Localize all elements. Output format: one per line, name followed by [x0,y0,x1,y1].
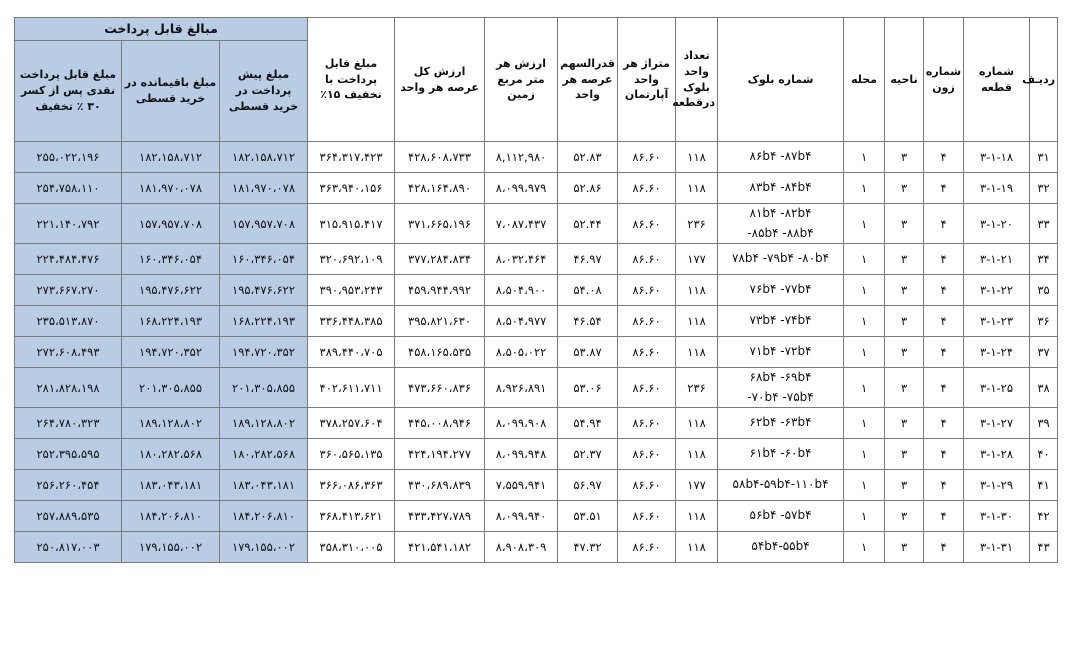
cell-parcel-no: ۳-۱-۲۴ [964,337,1030,368]
header-payable-group: مبالغ قابل پرداخت [15,18,308,41]
cell-land-share: ۵۴.۹۴ [558,408,618,439]
cell-land-value-m2: ۸،۵۰۴،۹۰۰ [485,275,558,306]
cell-payable-15: ۳۶۶،۰۸۶،۳۶۳ [308,470,395,501]
table-row [15,470,1058,501]
table-body [15,142,1058,563]
cell-payable-15: ۳۵۸،۳۱۰،۰۰۵ [308,532,395,563]
cell-units: ۱۱۸ [676,306,718,337]
header-row-no: ردیـف [1030,18,1058,142]
cell-remaining: ۱۸۳،۰۴۳،۱۸۱ [122,470,220,501]
cell-land-share: ۴۷.۳۲ [558,532,618,563]
cell-parcel-no: ۳-۱-۲۵ [964,368,1030,408]
cell-payable-15: ۳۷۸،۲۵۷،۶۰۴ [308,408,395,439]
cell-parcel-no: ۳-۱-۲۷ [964,408,1030,439]
cell-row-no: ۳۳ [1030,204,1058,244]
cell-payable-15: ۳۶۳،۹۴۰،۱۵۶ [308,173,395,204]
cell-zone-no: ۴ [924,337,964,368]
header-payable-15: مبلغ قابل پرداخت با تخفیف ۱۵٪ [308,18,395,142]
cell-neighborhood: ۱ [844,501,885,532]
cell-units: ۱۷۷ [676,244,718,275]
cell-payable-15: ۳۱۵،۹۱۵،۴۱۷ [308,204,395,244]
cell-total-land-value: ۴۲۸،۱۶۴،۸۹۰ [395,173,485,204]
cell-land-share: ۴۶.۹۷ [558,244,618,275]
cell-zone-no: ۴ [924,532,964,563]
cell-prepayment: ۱۶۸،۲۲۴،۱۹۳ [220,306,308,337]
cell-apartment-area: ۸۶.۶۰ [618,173,676,204]
cell-land-value-m2: ۸،۰۳۲،۴۶۴ [485,244,558,275]
cell-zone-no: ۴ [924,244,964,275]
header-neighborhood: محله [844,18,885,142]
cell-land-value-m2: ۷،۵۵۹،۹۴۱ [485,470,558,501]
cell-neighborhood: ۱ [844,337,885,368]
cell-cash-30: ۲۵۴،۷۵۸،۱۱۰ [15,173,122,204]
cell-parcel-no: ۳-۱-۱۹ [964,173,1030,204]
cell-neighborhood: ۱ [844,408,885,439]
cell-units: ۲۳۶ [676,204,718,244]
cell-row-no: ۳۸ [1030,368,1058,408]
cell-land-value-m2: ۸,۱۱۲,۹۸۰ [485,142,558,173]
cell-remaining: ۱۸۱،۹۷۰،۰۷۸ [122,173,220,204]
cell-prepayment: ۱۸۲،۱۵۸،۷۱۲ [220,142,308,173]
cell-zone-no: ۴ [924,306,964,337]
table-row [15,501,1058,532]
cell-block-no: ۵۸b۴-۵۹b۴-۱۱۰b۴ [718,470,844,501]
cell-row-no: ۳۷ [1030,337,1058,368]
cell-row-no: ۳۹ [1030,408,1058,439]
cell-units: ۱۱۸ [676,142,718,173]
cell-total-land-value: ۴۳۳،۴۲۷،۷۸۹ [395,501,485,532]
cell-district: ۳ [885,337,924,368]
table-row [15,439,1058,470]
cell-row-no: ۴۱ [1030,470,1058,501]
cell-land-value-m2: ۸،۰۹۹،۹۰۸ [485,408,558,439]
cell-cash-30: ۲۷۲،۶۰۸،۴۹۳ [15,337,122,368]
cell-row-no: ۴۳ [1030,532,1058,563]
cell-land-value-m2: ۸،۹۲۶،۸۹۱ [485,368,558,408]
cell-parcel-no: ۳-۱-۳۰ [964,501,1030,532]
table-row [15,306,1058,337]
cell-zone-no: ۴ [924,470,964,501]
cell-parcel-no: ۳-۱-۲۱ [964,244,1030,275]
cell-apartment-area: ۸۶.۶۰ [618,204,676,244]
cell-row-no: ۴۲ [1030,501,1058,532]
cell-neighborhood: ۱ [844,532,885,563]
cell-land-value-m2: ۷،۰۸۷،۴۳۷ [485,204,558,244]
cell-district: ۳ [885,501,924,532]
cell-parcel-no: ۳-۱-۲۰ [964,204,1030,244]
cell-zone-no: ۴ [924,368,964,408]
cell-remaining: ۱۶۰،۳۴۶،۰۵۴ [122,244,220,275]
cell-payable-15: ۳۸۹،۴۴۰،۷۰۵ [308,337,395,368]
cell-block-no: ۷۳b۴ -۷۴b۴ [718,306,844,337]
table-row [15,408,1058,439]
cell-apartment-area: ۸۶.۶۰ [618,337,676,368]
cell-remaining: ۱۸۹،۱۲۸،۸۰۲ [122,408,220,439]
cell-units: ۱۱۸ [676,532,718,563]
cell-payable-15: ۳۶۴،۳۱۷،۴۲۳ [308,142,395,173]
cell-block-no: ۶۸b۴ -۶۹b۴ -۷۰b۴ -۷۵b۴ [718,368,844,408]
cell-block-no: ۸۶b۴ -۸۷b۴ [718,142,844,173]
cell-zone-no: ۴ [924,408,964,439]
cell-district: ۳ [885,306,924,337]
header-parcel-no: شماره قطعه [964,18,1030,142]
cell-neighborhood: ۱ [844,470,885,501]
cell-remaining: ۱۷۹،۱۵۵،۰۰۲ [122,532,220,563]
cell-land-share: ۵۲.۸۶ [558,173,618,204]
cell-apartment-area: ۸۶.۶۰ [618,244,676,275]
cell-remaining: ۱۸۰،۲۸۲،۵۶۸ [122,439,220,470]
cell-land-share: ۵۴.۰۸ [558,275,618,306]
cell-cash-30: ۲۳۵،۵۱۳،۸۷۰ [15,306,122,337]
cell-block-no: ۷۶b۴ -۷۷b۴ [718,275,844,306]
cell-cash-30: ۲۵۰،۸۱۷،۰۰۳ [15,532,122,563]
cell-apartment-area: ۸۶.۶۰ [618,408,676,439]
cell-cash-30: ۲۸۱،۸۲۸،۱۹۸ [15,368,122,408]
cell-block-no: ۶۲b۴ -۶۳b۴ [718,408,844,439]
cell-zone-no: ۴ [924,501,964,532]
cell-total-land-value: ۴۵۸،۱۶۵،۵۳۵ [395,337,485,368]
parcel-payment-table [14,17,1058,563]
table-row [15,337,1058,368]
table-row [15,532,1058,563]
cell-cash-30: ۲۲۴،۴۸۴،۴۷۶ [15,244,122,275]
cell-row-no: ۴۰ [1030,439,1058,470]
cell-block-no: ۶۱b۴ -۶۰b۴ [718,439,844,470]
cell-land-share: ۴۶.۵۴ [558,306,618,337]
cell-payable-15: ۴۰۲،۶۱۱،۷۱۱ [308,368,395,408]
cell-zone-no: ۴ [924,275,964,306]
cell-land-share: ۵۳.۰۶ [558,368,618,408]
cell-payable-15: ۳۹۰،۹۵۳،۲۴۳ [308,275,395,306]
cell-apartment-area: ۸۶.۶۰ [618,275,676,306]
cell-prepayment: ۱۵۷،۹۵۷،۷۰۸ [220,204,308,244]
cell-block-no: ۵۶b۴ -۵۷b۴ [718,501,844,532]
cell-district: ۳ [885,439,924,470]
cell-district: ۳ [885,368,924,408]
cell-block-no: ۵۴b۴-۵۵b۴ [718,532,844,563]
table-row [15,142,1058,173]
cell-cash-30: ۲۵۷،۸۸۹،۵۳۵ [15,501,122,532]
cell-land-value-m2: ۸،۹۰۸،۳۰۹ [485,532,558,563]
cell-units: ۱۱۸ [676,501,718,532]
cell-apartment-area: ۸۶.۶۰ [618,439,676,470]
header-row-top [15,18,1058,41]
cell-prepayment: ۱۸۱،۹۷۰،۰۷۸ [220,173,308,204]
cell-land-share: ۵۲.۳۷ [558,439,618,470]
cell-block-no: ۸۱b۴ -۸۲b۴ -۸۵b۴ -۸۸b۴ [718,204,844,244]
cell-district: ۳ [885,204,924,244]
cell-land-value-m2: ۸،۰۹۹،۹۴۸ [485,439,558,470]
cell-land-share: ۵۳.۵۱ [558,501,618,532]
cell-remaining: ۱۹۵،۴۷۶،۶۲۲ [122,275,220,306]
cell-land-share: ۵۶.۹۷ [558,470,618,501]
cell-remaining: ۱۹۴،۷۲۰،۳۵۲ [122,337,220,368]
header-district: ناحیه [885,18,924,142]
cell-neighborhood: ۱ [844,142,885,173]
cell-parcel-no: ۳-۱-۲۳ [964,306,1030,337]
cell-remaining: ۱۸۴،۲۰۶،۸۱۰ [122,501,220,532]
cell-neighborhood: ۱ [844,204,885,244]
cell-row-no: ۳۴ [1030,244,1058,275]
cell-payable-15: ۳۳۶،۴۴۸،۳۸۵ [308,306,395,337]
table-row [15,244,1058,275]
cell-total-land-value: ۴۳۰،۶۸۹،۸۳۹ [395,470,485,501]
header-units: تعداد واحد بلوک درقطعه [676,18,718,142]
cell-apartment-area: ۸۶.۶۰ [618,306,676,337]
cell-total-land-value: ۳۹۵،۸۲۱،۶۳۰ [395,306,485,337]
cell-neighborhood: ۱ [844,368,885,408]
cell-zone-no: ۴ [924,142,964,173]
cell-district: ۳ [885,142,924,173]
cell-parcel-no: ۳-۱-۱۸ [964,142,1030,173]
cell-payable-15: ۳۶۰،۵۶۵،۱۳۵ [308,439,395,470]
cell-cash-30: ۲۵۵،۰۲۲،۱۹۶ [15,142,122,173]
cell-remaining: ۱۵۷،۹۵۷،۷۰۸ [122,204,220,244]
cell-apartment-area: ۸۶.۶۰ [618,142,676,173]
cell-land-value-m2: ۸،۰۹۹،۹۴۰ [485,501,558,532]
cell-payable-15: ۳۶۸،۴۱۳،۶۲۱ [308,501,395,532]
cell-zone-no: ۴ [924,173,964,204]
cell-row-no: ۳۲ [1030,173,1058,204]
cell-total-land-value: ۳۷۷،۲۸۴،۸۳۴ [395,244,485,275]
cell-units: ۱۱۸ [676,439,718,470]
cell-total-land-value: ۴۲۴،۱۹۴،۲۷۷ [395,439,485,470]
cell-land-share: ۵۳.۸۷ [558,337,618,368]
cell-block-no: ۷۱b۴ -۷۲b۴ [718,337,844,368]
header-prepayment: مبلغ پیش پرداخت در خرید قسطی [220,41,308,142]
cell-prepayment: ۱۷۹،۱۵۵،۰۰۲ [220,532,308,563]
cell-cash-30: ۲۵۶،۲۶۰،۴۵۴ [15,470,122,501]
header-apartment-area: متراژ هر واحد آپارتمان [618,18,676,142]
cell-apartment-area: ۸۶.۶۰ [618,532,676,563]
cell-land-share: ۵۲.۸۳ [558,142,618,173]
cell-cash-30: ۲۶۴،۷۸۰،۳۲۳ [15,408,122,439]
cell-prepayment: ۱۹۴،۷۲۰،۳۵۲ [220,337,308,368]
cell-district: ۳ [885,470,924,501]
cell-parcel-no: ۳-۱-۲۲ [964,275,1030,306]
cell-land-value-m2: ۸،۰۹۹،۹۷۹ [485,173,558,204]
cell-prepayment: ۱۸۰،۲۸۲،۵۶۸ [220,439,308,470]
cell-total-land-value: ۳۷۱،۶۶۵،۱۹۶ [395,204,485,244]
parcel-table-container [14,17,1058,563]
cell-cash-30: ۲۲۱،۱۴۰،۷۹۲ [15,204,122,244]
cell-neighborhood: ۱ [844,306,885,337]
cell-cash-30: ۲۵۲،۳۹۵،۵۹۵ [15,439,122,470]
header-zone-no: شماره زون [924,18,964,142]
cell-district: ۳ [885,275,924,306]
cell-total-land-value: ۴۷۳،۶۶۰،۸۳۶ [395,368,485,408]
cell-remaining: ۱۶۸،۲۲۴،۱۹۳ [122,306,220,337]
cell-payable-15: ۳۲۰،۶۹۲،۱۰۹ [308,244,395,275]
table-row [15,368,1058,408]
cell-row-no: ۳۵ [1030,275,1058,306]
cell-district: ۳ [885,532,924,563]
cell-parcel-no: ۳-۱-۲۹ [964,470,1030,501]
cell-prepayment: ۱۸۹،۱۲۸،۸۰۲ [220,408,308,439]
cell-district: ۳ [885,173,924,204]
table-row [15,204,1058,244]
cell-units: ۱۱۸ [676,173,718,204]
header-land-value-m2: ارزش هر متر مربع زمین [485,18,558,142]
header-block-no: شماره بلوک [718,18,844,142]
cell-row-no: ۳۱ [1030,142,1058,173]
cell-apartment-area: ۸۶.۶۰ [618,368,676,408]
header-cash-30: مبلغ قابل پرداخت نقدی پس از کسر ۳۰ ٪ تخفیف [15,41,122,142]
cell-total-land-value: ۴۵۹،۹۴۴،۹۹۲ [395,275,485,306]
cell-zone-no: ۴ [924,439,964,470]
cell-neighborhood: ۱ [844,244,885,275]
cell-district: ۳ [885,408,924,439]
cell-parcel-no: ۳-۱-۳۱ [964,532,1030,563]
cell-neighborhood: ۱ [844,439,885,470]
cell-land-value-m2: ۸،۵۰۵،۰۲۲ [485,337,558,368]
header-remaining: مبلغ باقیمانده در خرید قسطی [122,41,220,142]
table-row [15,275,1058,306]
cell-block-no: ۷۸b۴ -۷۹b۴ -۸۰b۴ [718,244,844,275]
cell-units: ۱۱۸ [676,408,718,439]
table-row [15,173,1058,204]
cell-remaining: ۲۰۱،۳۰۵،۸۵۵ [122,368,220,408]
cell-prepayment: ۱۸۳،۰۴۳،۱۸۱ [220,470,308,501]
header-total-land-value: ارزش کل عرصه هر واحد [395,18,485,142]
cell-prepayment: ۱۹۵،۴۷۶،۶۲۲ [220,275,308,306]
cell-units: ۱۷۷ [676,470,718,501]
cell-neighborhood: ۱ [844,275,885,306]
cell-apartment-area: ۸۶.۶۰ [618,470,676,501]
cell-units: ۱۱۸ [676,337,718,368]
cell-row-no: ۳۶ [1030,306,1058,337]
cell-prepayment: ۲۰۱،۳۰۵،۸۵۵ [220,368,308,408]
cell-total-land-value: ۴۴۵،۰۰۸،۹۴۶ [395,408,485,439]
cell-apartment-area: ۸۶.۶۰ [618,501,676,532]
cell-district: ۳ [885,244,924,275]
cell-parcel-no: ۳-۱-۲۸ [964,439,1030,470]
cell-units: ۲۳۶ [676,368,718,408]
header-land-share: قدرالسهم عرصه هر واحد [558,18,618,142]
cell-land-share: ۵۲.۴۴ [558,204,618,244]
cell-units: ۱۱۸ [676,275,718,306]
cell-prepayment: ۱۸۴،۲۰۶،۸۱۰ [220,501,308,532]
cell-total-land-value: ۴۲۱،۵۴۱،۱۸۲ [395,532,485,563]
cell-remaining: ۱۸۲،۱۵۸،۷۱۲ [122,142,220,173]
cell-cash-30: ۲۷۳،۶۶۷،۲۷۰ [15,275,122,306]
cell-block-no: ۸۳b۴ -۸۴b۴ [718,173,844,204]
cell-land-value-m2: ۸،۵۰۴،۹۷۷ [485,306,558,337]
cell-zone-no: ۴ [924,204,964,244]
cell-total-land-value: ۴۲۸،۶۰۸،۷۳۳ [395,142,485,173]
cell-neighborhood: ۱ [844,173,885,204]
cell-prepayment: ۱۶۰،۳۴۶،۰۵۴ [220,244,308,275]
